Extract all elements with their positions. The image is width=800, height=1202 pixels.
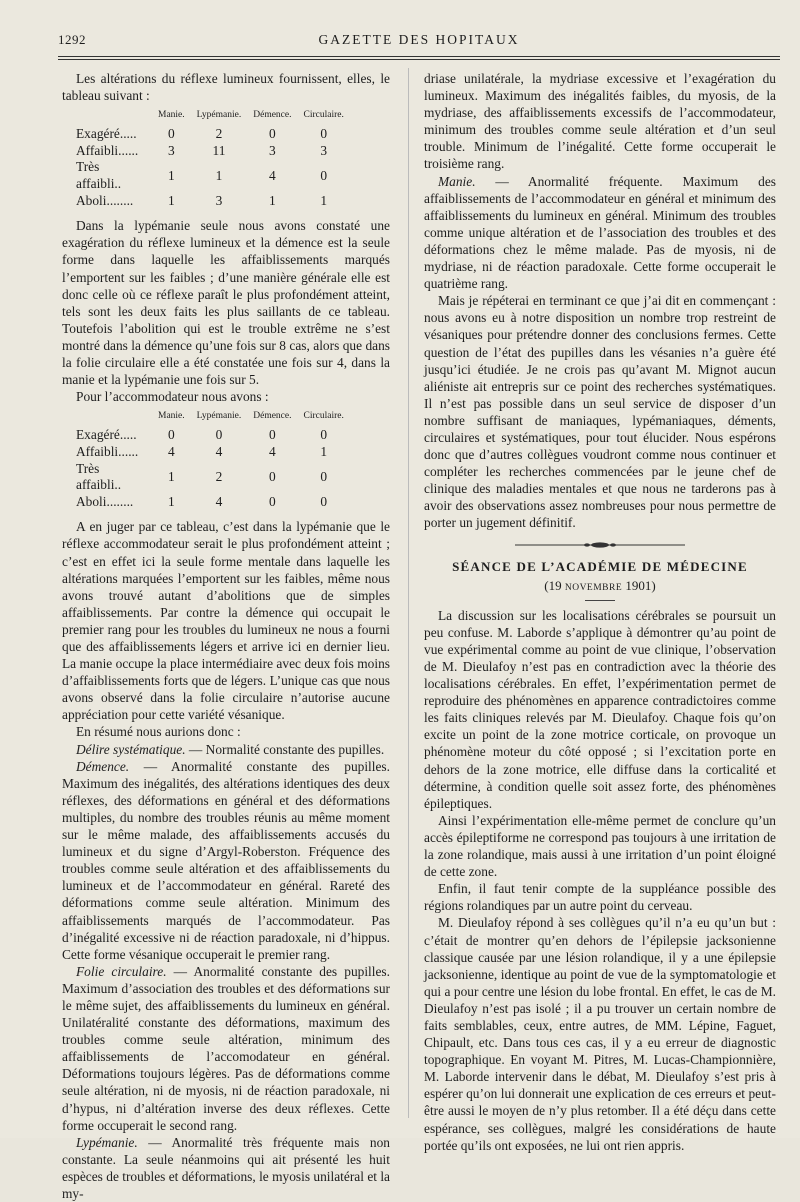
- right-column: [424, 70, 776, 1154]
- column-header: Manie.: [158, 411, 185, 422]
- date-close: 1901): [622, 577, 656, 593]
- table-cell: 1: [269, 192, 276, 208]
- table-cell: 0: [167, 126, 175, 142]
- table-row: [76, 126, 350, 143]
- journal-title: GAZETTE DES HOPITAUX: [318, 32, 520, 47]
- section-heading: SÉANCE DE L’ACADÉMIE DE MÉDECINE: [452, 558, 748, 574]
- table-cell: 2: [215, 468, 223, 484]
- paragraph: Enfin, il faut tenir compte de la suppléance possible des régions rolandiques par un autre point du cerveau.: [424, 881, 776, 914]
- table-light-reflex: [76, 107, 350, 209]
- paragraph: M. Dieulafoy répond à ses collègues qu’il n’a eu qu’un but : c’était de montrer qu’en dehors de l’épilepsie jacksonienne classique causée par une lésion rolandique, il y a une épilepsie jacksonienne, identique au point de vue de la symptomatologie et qui a pour centre une lésion du lobe frontal. En effet, le cas de M. Dieulafoy n’est pas isolé ; il a pu trouver un certain nombre de faits semblables, ceux, entre autres, de MM. Lépine, Faguet, Chipault, etc. Dans tous ces cas, il y a eu erreur de diagnostic topographique. En voyant M. Pitres, M. Lucas-Championnière, M. Laborde intervenir dans le débat, M. Dieulafoy s’est pris à espérer qu’on lui donnerait une explication de ces erreurs et peut-être aussi le moyen de n’y plus retomber. Il a été déçu dans cette espérance, ses collègues, malgré les considérations de haute portée qu’ils ont exposées, ne lui ont rien appris.: [424, 915, 776, 1153]
- paragraph: La discussion sur les localisations cérébrales se poursuit un peu confuse. M. Laborde s’applique à démontrer qu’au point de vue expérimental comme au point de vue clinique, l’observation de M. Dieulafoy n’est pas en contradiction avec la théorie des localisations cérébrales. En effet, l’expérimentation permet de reproduire des phénomènes en apparence contradictoires comme les faits cliniques relevés par M. Dieulafoy. Chaque fois qu’on excite un point de la zone motrice corticale, on provoque un phénomène moteur du côté opposé ; si l’excitation porte en dehors de la zone motrice, elle diffuse dans la corticalité et détermine, à condition quelle soit assez forte, des phénomènes épileptiques.: [424, 607, 776, 811]
- table-cell: 3: [167, 142, 175, 158]
- table-row: [76, 159, 350, 192]
- table-cell: 0: [269, 468, 276, 484]
- table-header: [76, 408, 350, 427]
- table-cell: 4: [215, 493, 223, 509]
- form-text: — Normalité constante des pupilles.: [185, 741, 385, 757]
- date-open: (19: [544, 577, 565, 593]
- table-cell: 3: [215, 192, 223, 208]
- form-text: — Anormalité fréquente. Maximum des affaiblissements de l’accommodateur en général et minimum des affaiblissements du lumineux en général. Minimum des troubles comme unique altération et de l’association des troubles et des déformations chez le même malade. Pas de myosis, ni de mydriase, ni de réaction paradoxale. Cette forme occuperait le quatrième rang.: [424, 173, 776, 292]
- table-cell: 0: [320, 167, 328, 183]
- paragraph: [424, 173, 776, 293]
- table-cell: 11: [212, 142, 226, 158]
- table-cell: 3: [320, 142, 328, 158]
- header-rule-bottom: [58, 59, 780, 60]
- table-cell: 0: [320, 427, 328, 443]
- left-column: [62, 70, 390, 1202]
- row-label: Très affaibli..: [76, 460, 122, 493]
- column-header: Démence.: [253, 411, 292, 422]
- paragraph: [62, 963, 390, 1134]
- row-label: Affaibli......: [76, 142, 139, 158]
- form-label: Lypémanie.: [76, 1134, 138, 1150]
- paragraph: [62, 1134, 390, 1202]
- paragraph: Mais je répéterai en terminant ce que j’ai dit en commençant : nous avons eu à notre disposition un nombre trop restreint de vésaniques pour prétendre donner des conclusions fermes. Cette question de l’état des pupilles dans les vésanies n’a guère été jusqu’ici étudiée. Je ne crois pas qu’avant M. Mignot aucun aliéniste ait entrepris sur ce point des recherches systématiques. Il n’est pas possible dans un seul service de disposer d’un nombre suffisant de maniaques, lypémaniaques, déments, circulaires et systématiques, pour tout élucider. Nous espérons donc que d’autres collègues voudront comme nous continuer et compléter les recherches commencées par le jeune chef de clinique des maladies mentales et que nous ne tarderons pas à avoir des observations assez nombreuses pour nous permettre de porter un jugement définitif.: [424, 293, 776, 531]
- table-cell: 0: [167, 427, 175, 443]
- table-row: [76, 461, 350, 494]
- table-cell: 1: [167, 167, 175, 183]
- table-cell: 1: [167, 468, 175, 484]
- paragraph: driase unilatérale, la mydriase excessive et l’exagération du lumineux. Maximum des inégalités faibles, du myosis, de la mydriase, des affaiblissements excessifs de l’accommodateur, minimum des troubles comme seule altération et d’un seul trouble. Minimum de l’inégalité. Cette forme occuperait le troisième rang.: [424, 71, 776, 172]
- table-cell: 0: [269, 493, 276, 509]
- form-label: Manie.: [438, 173, 476, 189]
- table-cell: 3: [269, 142, 276, 158]
- short-rule: [585, 600, 615, 601]
- table-cell: 2: [215, 126, 223, 142]
- page-number: 1292: [58, 32, 86, 47]
- table-cell: 0: [320, 126, 328, 142]
- row-label: Aboli........: [76, 493, 134, 509]
- table-cell: 4: [269, 443, 276, 459]
- table-cell: 1: [215, 167, 223, 183]
- paragraph: Pour l’accommodateur nous avons :: [76, 389, 269, 405]
- paragraph: [62, 758, 390, 963]
- table-cell: 0: [320, 493, 328, 509]
- form-label: Délire systématique.: [76, 741, 186, 757]
- table-cell: 1: [167, 493, 175, 509]
- table-row: [76, 444, 350, 461]
- row-label: Exagéré.....: [76, 126, 137, 142]
- table-cell: 0: [269, 427, 276, 443]
- paragraph: Ainsi l’expérimentation elle-même permet de conclure qu’un accès épileptiforme ne correspond pas toujours à une irritation de la zone rolandique, mais aussi à une irritation d’un point éloigné de cette zone.: [424, 812, 776, 880]
- paragraph: Dans la lypémanie seule nous avons constaté une exagération du réflexe lumineux et la démence est la seule forme dans laquelle les affaiblissements marqués l’emportent sur les faibles ; d’une manière générale elle est donc celle où ce réflexe paraît le plus profondément atteint, tels sont les deux faits les plus saillants de ce tableau. Toutefois l’abolition qui est le trouble extrême ne s’est montré dans la démence qu’une fois sur 8 cas, alors que dans la folie circulaire elle a été constatée une fois sur 4, dans la manie et la lypémanie une fois sur 5.: [62, 218, 390, 388]
- table-cell: 4: [167, 443, 175, 459]
- table-row: [76, 193, 350, 210]
- column-divider: [408, 68, 409, 1118]
- column-header: Lypémanie.: [196, 110, 242, 121]
- table-cell: 0: [320, 468, 328, 484]
- table-row: [76, 427, 350, 444]
- header-rule-top: [58, 56, 780, 57]
- section-date: [424, 577, 776, 597]
- table-row: [76, 143, 350, 160]
- paragraph: [62, 741, 390, 758]
- column-header: Manie.: [158, 110, 185, 121]
- row-label: Affaibli......: [76, 443, 139, 459]
- form-text: — Anormalité constante des pupilles. Maximum des inégalités, des altérations identiques des deux réflexes, des déformations en général et des déformations multiples, du nombre des troubles réunis au même moment sur le même malade, des affaiblissements accusés du lumineux et du signe d’Argyl-Roberston. Fréquence des troubles comme seule altération et des affaiblissements du lumineux et de l’accommodateur en général. Rareté des déformations comme seule altération. Minimum des affaiblissements marqués de l’accommodateur. Pas d’inégalité excessive ni de réaction paradoxale, ni d’hippus. Cette forme vésanique occuperait le premier rang.: [62, 758, 390, 962]
- form-text: — Anormalité constante des pupilles. Maximum d’association des troubles et des déformations sur le même sujet, des affaiblissements du lumineux en général. Unilatéralité constante des déformations, maximum des troubles comme seule altération, minimum des affaiblissements de l’accomodateur en général. Déformations toujours légères. Pas de déformations comme seule altération, ni de myosis, ni de réaction paradoxale, ni d’hypus, ni d’altération inverse des deux réflexes. Cette forme occuperait le second rang.: [62, 963, 390, 1133]
- column-header: Circulaire.: [303, 110, 344, 121]
- row-label: Aboli........: [76, 192, 134, 208]
- table-row: [76, 494, 350, 511]
- table-cell: 1: [320, 443, 328, 459]
- table-header: [76, 107, 350, 126]
- row-label: Exagéré.....: [76, 427, 137, 443]
- page-header: [58, 32, 780, 50]
- table-cell: 4: [215, 443, 223, 459]
- table-cell: 0: [215, 427, 223, 443]
- paragraph: Les altérations du réflexe lumineux fournissent, elles, le tableau suivant :: [62, 71, 390, 104]
- column-header: Lypémanie.: [196, 411, 242, 422]
- paragraph: A en juger par ce tableau, c’est dans la lypémanie que le réflexe accommodateur serait le plus profondément atteint ; c’est en effet ici la seule forme mentale dans laquelle les altérations marquées l’emportent sur les faibles, même nous avons trouvé autant d’abolitions que de simples affaiblissements. Par contre la démence qui occupait le premier rang pour les troubles du lumineux ne nous a fourni que des affaiblissements légers et arrive ici en dernier lieu. La manie occupe la place intermédiaire avec deux fois moins d’affaiblissements forts que de légers. L’unique cas que nous avons observé dans la folie circulaire n’autorise aucune appréciation pour cette variété vésanique.: [62, 519, 390, 723]
- column-header: Démence.: [253, 110, 292, 121]
- paragraph: En résumé nous aurions donc :: [76, 724, 241, 740]
- form-text: — Anormalité très fréquente mais non constante. La seule néanmoins qui ait présenté les huit espèces de troubles et déformations, le myosis unilatéral et la my-: [62, 1134, 390, 1201]
- row-label: Très affaibli..: [76, 159, 122, 192]
- table-cell: 1: [320, 192, 328, 208]
- date-month: NOVEMBRE: [564, 582, 623, 593]
- table-cell: 4: [269, 167, 276, 183]
- form-label: Démence.: [76, 758, 130, 774]
- section-separator-ornament: [515, 540, 685, 550]
- table-cell: 0: [269, 126, 276, 142]
- form-label: Folie circulaire.: [76, 963, 167, 979]
- table-accommodation-reflex: [76, 408, 350, 510]
- column-header: Circulaire.: [303, 411, 344, 422]
- table-cell: 1: [167, 192, 175, 208]
